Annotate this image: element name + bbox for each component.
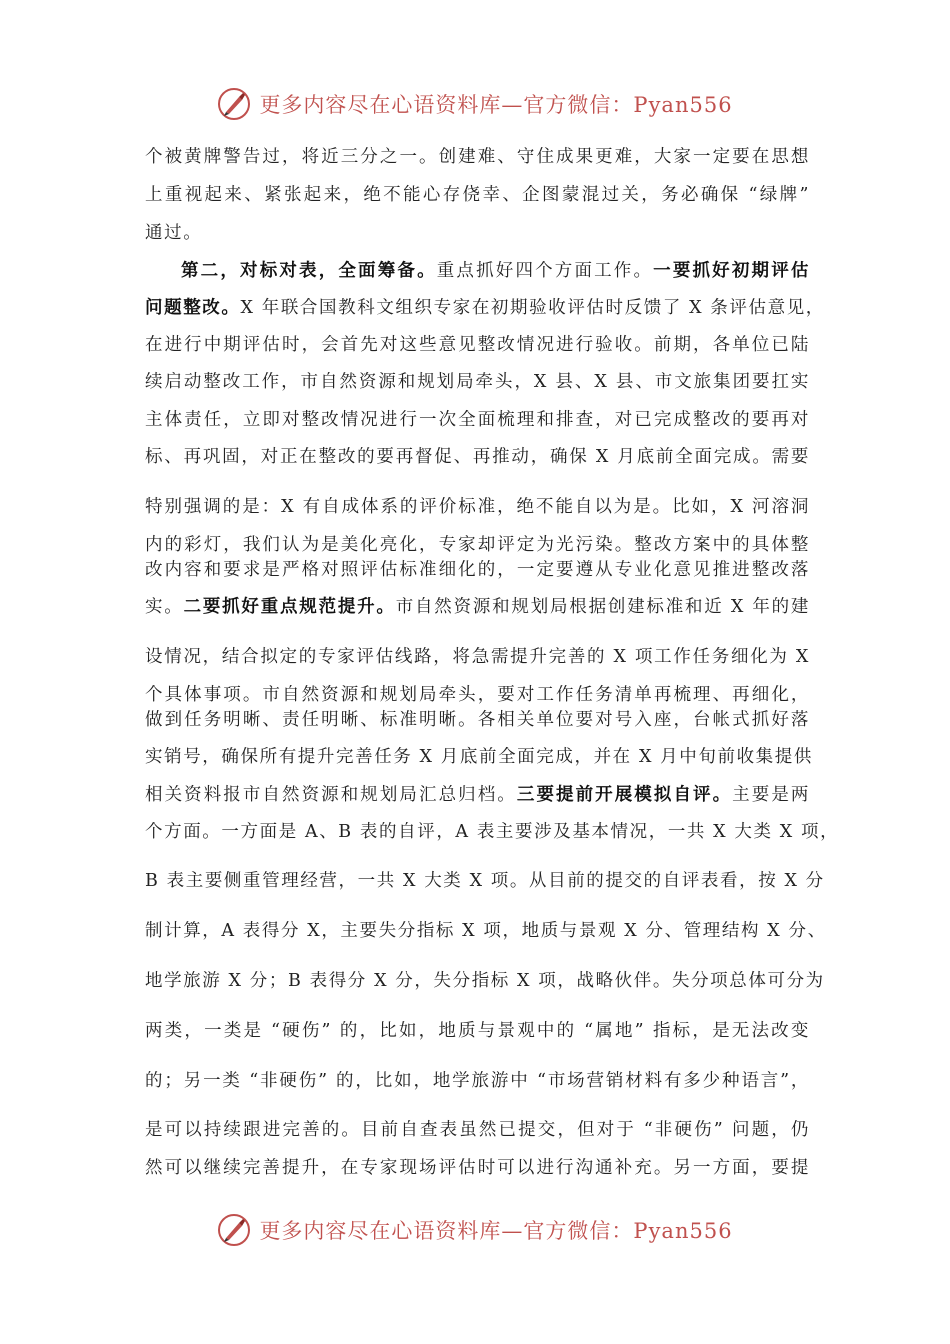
bold-heading: 二要抓好重点规范提升。 [183, 597, 396, 617]
text-span: 相关资料报市自然资源和规划局汇总归档。 [145, 785, 517, 805]
header-banner-text: 更多内容尽在心语资料库—官方微信：Pyan556 [259, 93, 733, 117]
text-span: 主要是两 [732, 785, 810, 805]
text-span: X 年联合国教科文组织专家在初期验收评估时反馈了 X 条评估意见， [240, 298, 825, 318]
text-line: 做到任务明晰、责任明晰、标准明晰。各相关单位要对号入座，台帐式抓好落 [145, 710, 810, 730]
footer-banner [0, 1210, 950, 1250]
text-line: 两类，一类是 “硬伤” 的，比如，地质与景观中的 “属地” 指标，是无法改变 [145, 1021, 810, 1041]
text-span: 实。 [145, 597, 184, 617]
text-line [181, 257, 810, 282]
text-line: 个方面。一方面是 A、B 表的自评，A 表主要涉及基本情况，一共 X 大类 X 项， [145, 822, 840, 842]
text-line: 续启动整改工作，市自然资源和规划局牵头，X 县、X 县、市文旅集团要扛实 [145, 372, 810, 392]
text-line [145, 593, 810, 618]
text-line: 地学旅游 X 分；B 表得分 X 分，失分指标 X 项，战略伙伴。失分项总体可分为 [145, 971, 825, 991]
text-line: 然可以继续完善提升，在专家现场评估时可以进行沟通补充。另一方面，要提 [145, 1158, 810, 1178]
pen-logo-icon [217, 1213, 251, 1247]
text-line: 标、再巩固，对正在整改的要再督促、再推动，确保 X 月底前全面完成。需要 [145, 447, 810, 467]
text-line [145, 294, 825, 319]
text-line: 通过。 [145, 223, 203, 243]
text-line: 设情况，结合拟定的专家评估线路，将急需提升完善的 X 项工作任务细化为 X [145, 647, 810, 667]
bold-heading: 三要提前开展模拟自评。 [516, 785, 733, 805]
text-line: 特别强调的是：X 有自成体系的评价标准，绝不能自以为是。比如，X 河溶洞 [145, 497, 810, 517]
bold-heading: 第二，对标对表，全面筹备。 [181, 261, 437, 281]
text-line: 制计算，A 表得分 X，主要失分指标 X 项，地质与景观 X 分、管理结构 X 分、 [145, 921, 827, 941]
text-span: 市自然资源和规划局根据创建标准和近 X 年的建 [395, 597, 810, 617]
text-line: 上重视起来、紧张起来，绝不能心存侥幸、企图蒙混过关，务必确保 “绿牌” [145, 185, 810, 205]
footer-banner-text: 更多内容尽在心语资料库—官方微信：Pyan556 [259, 1219, 733, 1243]
text-line: 个具体事项。市自然资源和规划局牵头，要对工作任务清单再梳理、再细化， [145, 685, 810, 705]
text-line: 主体责任，立即对整改情况进行一次全面梳理和排查，对已完成整改的要再对 [145, 410, 810, 430]
text-line: 实销号，确保所有提升完善任务 X 月底前全面完成，并在 X 月中旬前收集提供 [145, 747, 813, 767]
text-span: 重点抓好四个方面工作。 [436, 261, 654, 281]
text-line: 内的彩灯，我们认为是美化亮化，专家却评定为光污染。整改方案中的具体整 [145, 535, 810, 555]
text-line: 个被黄牌警告过，将近三分之一。创建难、守住成果更难，大家一定要在思想 [145, 147, 810, 167]
text-line: B 表主要侧重管理经营，一共 X 大类 X 项。从目前的提交的自评表看，按 X 分 [145, 871, 825, 891]
bold-heading: 一要抓好初期评估 [653, 261, 810, 281]
text-line: 的；另一类 “非硬伤” 的，比如，地学旅游中 “市场营销材料有多少种语言”， [145, 1071, 810, 1091]
bold-heading: 问题整改。 [145, 298, 241, 318]
text-line: 在进行中期评估时，会首先对这些意见整改情况进行验收。前期，各单位已陆 [145, 335, 810, 355]
text-line: 改内容和要求是严格对照评估标准细化的，一定要遵从专业化意见推进整改落 [145, 560, 810, 580]
text-line [145, 781, 810, 806]
document-body [145, 0, 840, 1344]
text-line: 是可以持续跟进完善的。目前自查表虽然已提交，但对于 “非硬伤” 问题，仍 [145, 1120, 810, 1140]
